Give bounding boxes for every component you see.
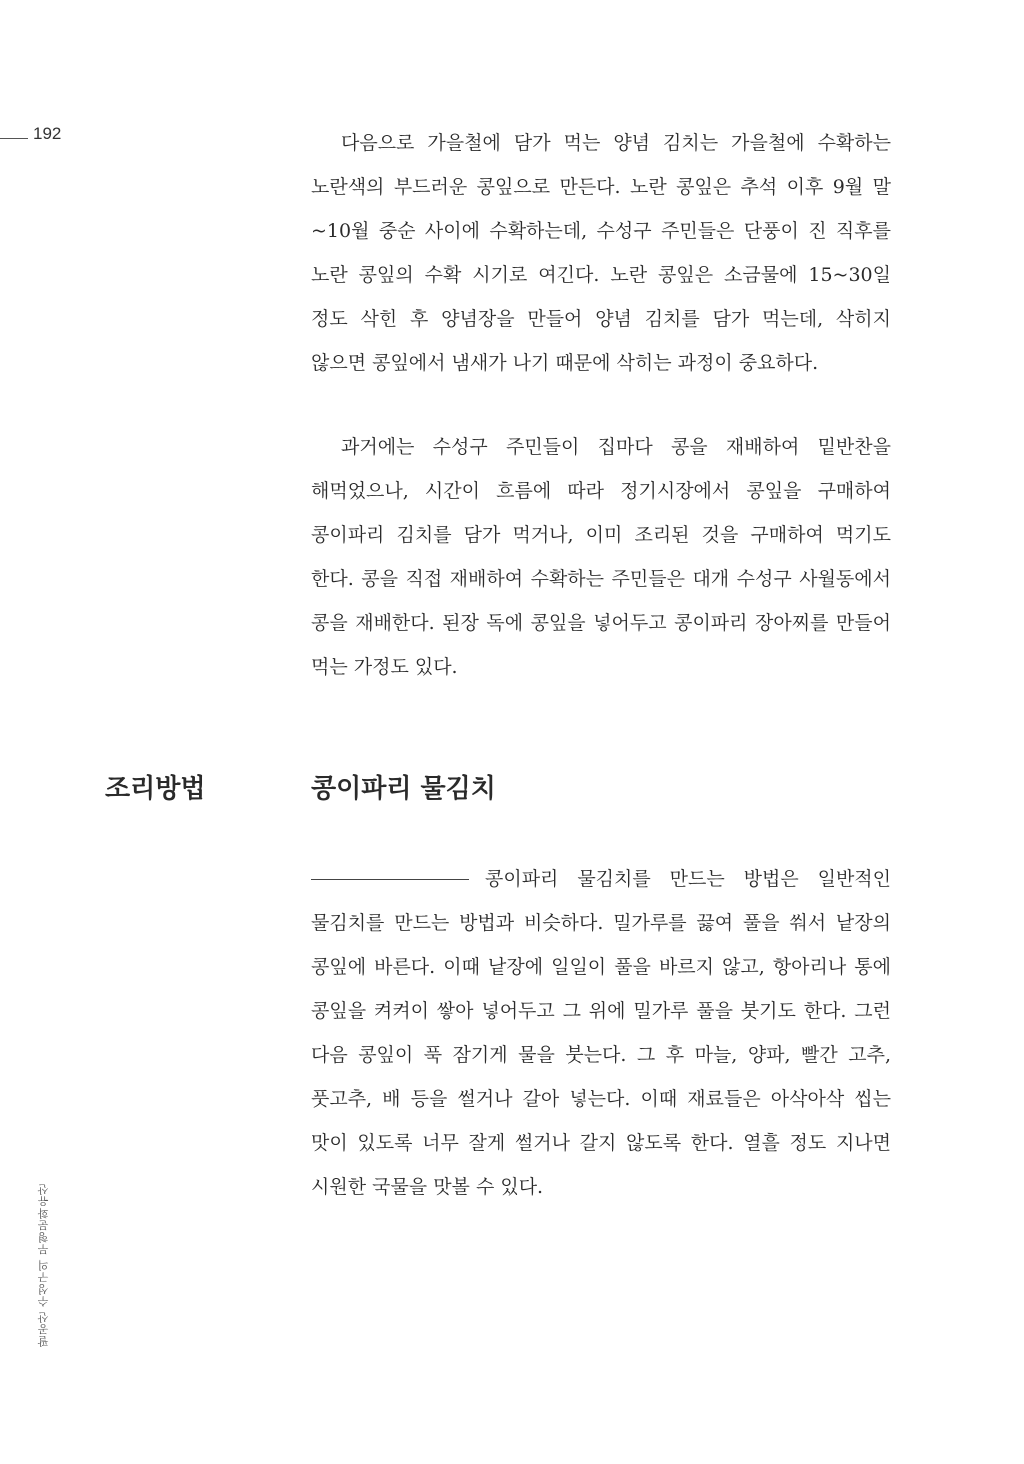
recipe-paragraph: 콩이파리 물김치를 만드는 방법은 일반적인 물김치를 만드는 방법과 비슷하다. 밀가루를 끓여 풀을 쒀서 낱장의 콩잎에 바른다. 이때 낱장에 일일이 풀을 바르지 않고, 항아리나 통에 콩잎을 켜켜이 쌓아 넣어두고 그 위에 밀가루 풀을 붓기도 한다. 그런 다음 콩잎이 푹 잠기게 물을 붓는다. 그 후 마늘, 양파, 빨간 고추, 풋고추, 배 등을 썰거나 갈아 넣는다. 이때 재료들은 아삭아삭 씹는 맛이 있도록 너무 잘게 썰거나 갈지 않도록 한다. 열흘 정도 지나면 시원한 국물을 맛볼 수 있다.	[311, 868, 891, 1198]
body-paragraph-2: 과거에는 수성구 주민들이 집마다 콩을 재배하여 밑반찬을 해먹었으나, 시간이 흐름에 따라 정기시장에서 콩잎을 구매하여 콩이파리 김치를 담가 먹거나, 이미 조리된 것을 구매하여 먹기도 한다. 콩을 직접 재배하여 수확하는 주민들은 대개 수성구 사월동에서 콩을 재배한다. 된장 독에 콩잎을 넣어두고 콩이파리 장아찌를 만들어 먹는 가정도 있다.	[311, 436, 891, 678]
page-number-rule	[0, 138, 28, 139]
running-footer: 팔공산 수성구의 무형문화유산	[38, 1183, 50, 1348]
page-number: 192	[33, 124, 62, 143]
body-paragraph-1: 다음으로 가을철에 담가 먹는 양념 김치는 가을철에 수확하는 노란색의 부드러운 콩잎으로 만든다. 노란 콩잎은 추석 이후 9월 말 ~10월 중순 사이에 수확하는데, 수성구 주민들은 단풍이 진 직후를 노란 콩잎의 수확 시기로 여긴다. 노란 콩잎은 소금물에 15~30일 정도 삭힌 후 양념장을 만들어 양념 김치를 담가 먹는데, 삭히지 않으면 콩잎에서 냄새가 나기 때문에 삭히는 과정이 중요하다.	[311, 132, 891, 374]
section-label: 조리방법	[105, 774, 206, 804]
section-title: 콩이파리 물김치	[311, 774, 496, 804]
